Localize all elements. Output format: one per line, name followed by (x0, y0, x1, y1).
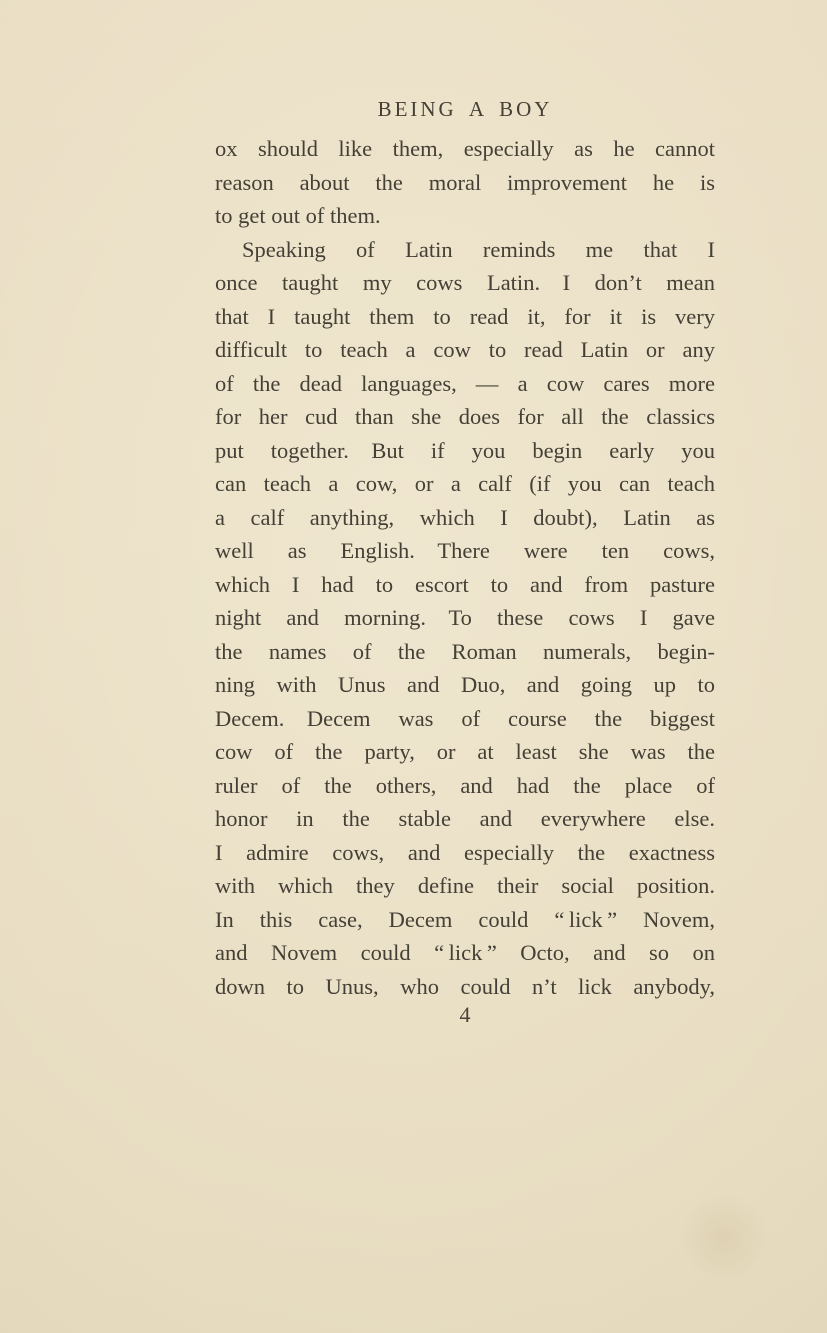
text-line: the names of the Roman numerals, begin- (215, 638, 715, 664)
text-line: difficult to teach a cow to read Latin or any (215, 337, 715, 362)
text-line: put together. But if you begin early you (215, 437, 715, 463)
text-line: ning with Unus and Duo, and going up to (215, 672, 715, 697)
text-line: cow of the party, or at least she was the (215, 739, 715, 764)
text-line: ox should like them, especially as he cannot (215, 136, 715, 161)
text-line: Speaking of Latin reminds me that I (242, 236, 715, 262)
text-line: honor in the stable and everywhere else. (215, 806, 715, 831)
text-line: to get out of them. (215, 203, 381, 228)
text-line: once taught my cows Latin. I don’t mean (215, 270, 715, 295)
text-line: well as English. There were ten cows, (215, 538, 715, 563)
running-header: BEING A BOY (377, 97, 553, 121)
text-line: reason about the moral improvement he is (215, 169, 715, 195)
text-line: I admire cows, and especially the exactness (215, 839, 715, 865)
text-line: for her cud than she does for all the classics (215, 404, 715, 429)
text-line: can teach a cow, or a calf (if you can teach (215, 471, 715, 496)
text-line: night and morning. To these cows I gave (215, 605, 715, 630)
text-line: which I had to escort to and from pasture (215, 571, 715, 597)
text-line: that I taught them to read it, for it is very (215, 303, 715, 329)
text-line: with which they define their social position. (215, 873, 715, 898)
text-line: down to Unus, who could n’t lick anybody, (215, 973, 715, 999)
text-line: ruler of the others, and had the place of (215, 772, 715, 798)
page-number: 4 (459, 1002, 471, 1027)
text-block (215, 132, 715, 1003)
text-line: of the dead languages, — a cow cares more (215, 370, 715, 396)
text-line: In this case, Decem could “ lick ” Novem, (215, 906, 715, 932)
text-line: and Novem could “ lick ” Octo, and so on (215, 940, 715, 965)
text-line: Decem. Decem was of course the biggest (215, 705, 715, 731)
text-line: a calf anything, which I doubt), Latin as (215, 504, 715, 530)
